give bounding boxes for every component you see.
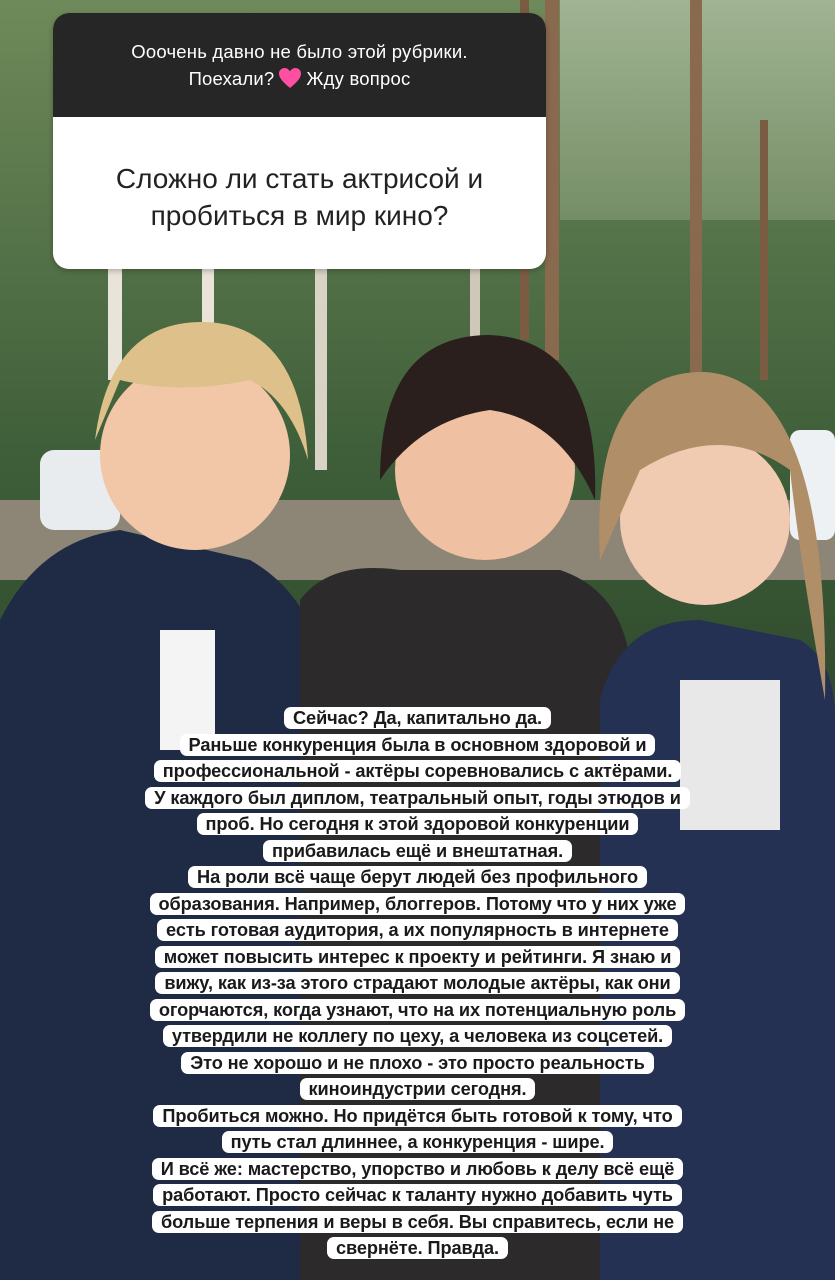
answer-text-block [0, 705, 835, 1262]
pink-heart-icon [278, 67, 302, 89]
question-prompt-part2: Жду вопрос [306, 68, 411, 89]
question-sticker[interactable] [53, 13, 546, 269]
answer-paragraph [0, 864, 835, 1103]
answer-line: есть готовая аудитория, а их популярность в интернете [157, 919, 678, 941]
answer-line: огорчаются, когда узнают, что на их потенциальную роль [150, 999, 685, 1021]
answer-line: Сейчас? Да, капитально да. [284, 707, 551, 729]
answer-line: профессиональной - актёры соревновались с актёрами. [154, 760, 682, 782]
answer-line: киноиндустрии сегодня. [300, 1078, 536, 1100]
question-sticker-header [53, 13, 546, 117]
answer-line: образования. Например, блоггеров. Потому что у них уже [150, 893, 686, 915]
answer-line: утвердили не коллегу по цеху, а человека из соцсетей. [163, 1025, 672, 1047]
question-text: Сложно ли стать актрисой и пробиться в мир кино? [115, 163, 484, 231]
question-prompt-part1: Поехали? [188, 68, 275, 89]
answer-paragraph [0, 1103, 835, 1156]
answer-line: путь стал длиннее, а конкуренция - шире. [222, 1131, 614, 1153]
answer-line: работают. Просто сейчас к таланту нужно добавить чуть [153, 1184, 682, 1206]
answer-line: Пробиться можно. Но придётся быть готовой к тому, что [153, 1105, 681, 1127]
answer-line: проб. Но сегодня к этой здоровой конкуренции [197, 813, 639, 835]
answer-paragraph [0, 705, 835, 864]
answer-line: На роли всё чаще берут людей без профильного [188, 866, 647, 888]
answer-line: свернёте. Правда. [327, 1237, 508, 1259]
answer-line: больше терпения и веры в себя. Вы справитесь, если не [152, 1211, 683, 1233]
answer-line: может повысить интерес к проекту и рейтинги. Я знаю и [155, 946, 681, 968]
answer-paragraph [0, 1156, 835, 1262]
answer-line: прибавилась ещё и внештатная. [263, 840, 572, 862]
answer-line: У каждого был диплом, театральный опыт, годы этюдов и [145, 787, 690, 809]
question-prompt: Ооочень давно не было этой рубрики. [131, 41, 468, 62]
answer-line: И всё же: мастерство, упорство и любовь к делу всё ещё [152, 1158, 684, 1180]
answer-line: вижу, как из-за этого страдают молодые актёры, как они [155, 972, 679, 994]
answer-line: Раньше конкуренция была в основном здоровой и [180, 734, 656, 756]
answer-line: Это не хорошо и не плохо - это просто реальность [181, 1052, 653, 1074]
